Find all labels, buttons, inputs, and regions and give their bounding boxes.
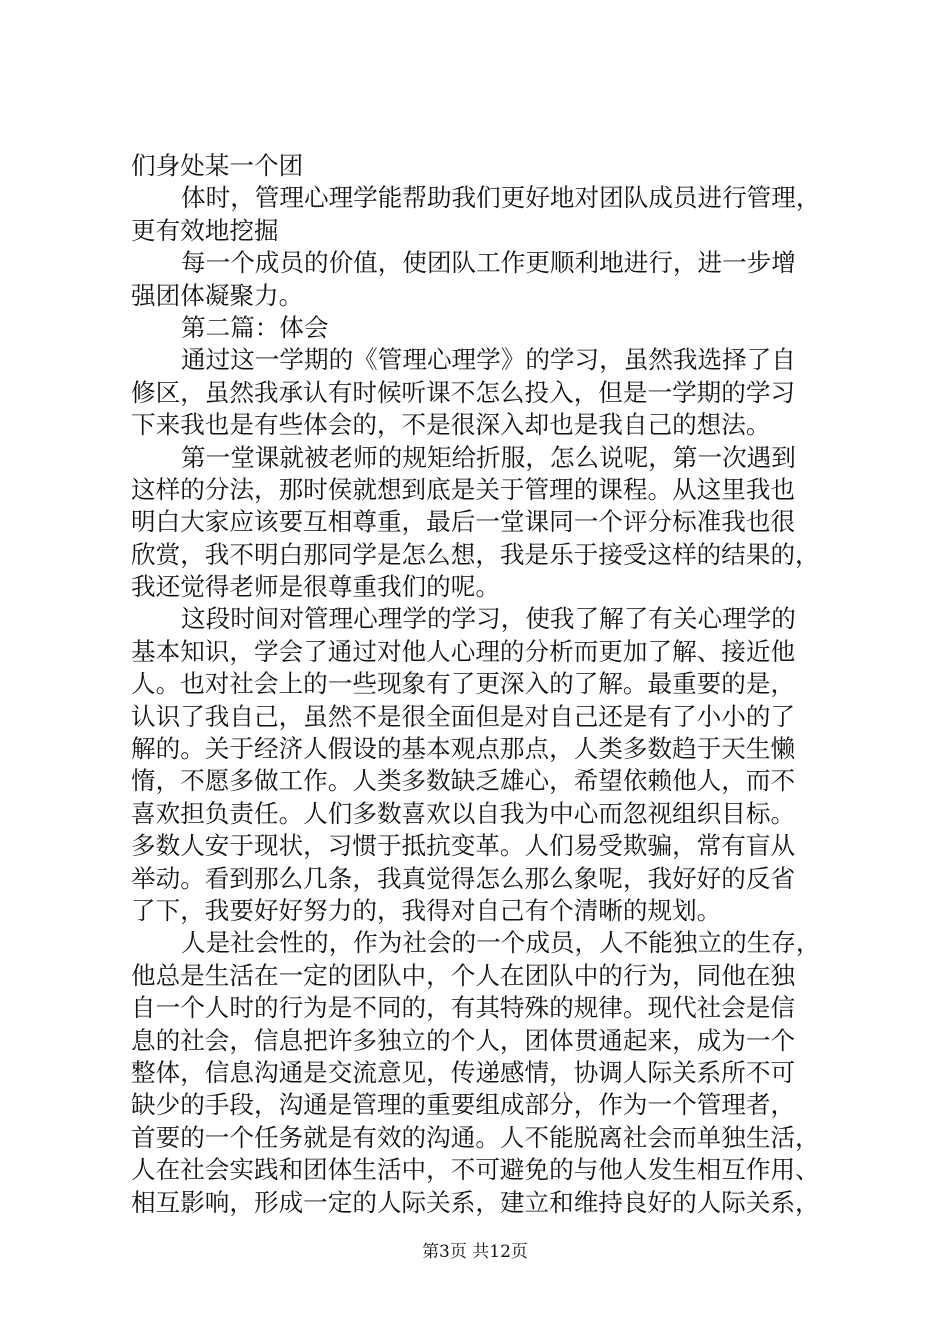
text-line: 修区，虽然我承认有时候听课不怎么投入，但是一学期的学习 bbox=[131, 377, 796, 407]
text-line: 相互影响，形成一定的人际关系，建立和维持良好的人际关系， bbox=[131, 1187, 820, 1217]
text-line: 欣赏，我不明白那同学是怎么想，我是乐于接受这样的结果的， bbox=[131, 539, 820, 569]
text-line: 强团体凝聚力。 bbox=[131, 280, 304, 310]
text-line: 缺少的手段，沟通是管理的重要组成部分，作为一个管理者， bbox=[131, 1090, 796, 1120]
text-line: 这样的分法，那时侯就想到底是关于管理的课程。从这里我也 bbox=[131, 474, 796, 504]
text-line: 认识了我自己，虽然不是很全面但是对自己还是有了小小的了 bbox=[131, 701, 796, 731]
text-line: 第一堂课就被老师的规矩给折服，怎么说呢，第一次遇到 bbox=[181, 442, 796, 472]
text-line: 他总是生活在一定的团队中，个人在团队中的行为，同他在独 bbox=[131, 960, 796, 990]
text-line: 明白大家应该要互相尊重，最后一堂课同一个评分标准我也很 bbox=[131, 507, 796, 537]
text-line: 解的。关于经济人假设的基本观点那点，人类多数趋于天生懒 bbox=[131, 734, 796, 764]
text-line: 基本知识，学会了通过对他人心理的分析而更加了解、接近他 bbox=[131, 636, 796, 666]
text-line: 人。也对社会上的一些现象有了更深入的了解。最重要的是， bbox=[131, 669, 796, 699]
text-line: 多数人安于现状，习惯于抵抗变革。人们易受欺骗，常有盲从 bbox=[131, 831, 796, 861]
text-line: 下来我也是有些体会的，不是很深入却也是我自己的想法。 bbox=[131, 410, 771, 440]
document-body bbox=[131, 150, 831, 1219]
text-line: 更有效地挖掘 bbox=[131, 215, 279, 245]
section-heading: 第二篇：体会 bbox=[181, 312, 329, 342]
text-line: 人是社会性的，作为社会的一个成员，人不能独立的生存， bbox=[181, 928, 821, 958]
text-line: 人在社会实践和团体生活中，不可避免的与他人发生相互作用、 bbox=[131, 1155, 820, 1185]
text-line: 们身处某一个团 bbox=[131, 151, 304, 180]
text-line: 通过这一学期的《管理心理学》的学习，虽然我选择了自 bbox=[181, 345, 796, 375]
text-line: 举动。看到那么几条，我真觉得怎么那么象呢，我好好的反省 bbox=[131, 863, 796, 893]
text-line: 这段时间对管理心理学的学习，使我了解了有关心理学的 bbox=[181, 604, 796, 634]
text-line: 自一个人时的行为是不同的，有其特殊的规律。现代社会是信 bbox=[131, 993, 796, 1023]
page-footer: 第3页 共12页 bbox=[422, 1242, 528, 1262]
text-line: 整体，信息沟通是交流意见，传递感情，协调人际关系所不可 bbox=[131, 1057, 796, 1087]
text-line: 每一个成员的价值，使团队工作更顺利地进行，进一步增 bbox=[181, 248, 796, 278]
text-line: 体时，管理心理学能帮助我们更好地对团队成员进行管理， bbox=[181, 183, 821, 213]
text-line: 了下，我要好好努力的，我得对自己有个清晰的规划。 bbox=[131, 895, 722, 925]
text-line: 惰，不愿多做工作。人类多数缺乏雄心，希望依赖他人，而不 bbox=[131, 766, 796, 796]
text-line: 息的社会，信息把许多独立的个人，团体贯通起来，成为一个 bbox=[131, 1025, 796, 1055]
text-line: 首要的一个任务就是有效的沟通。人不能脱离社会而单独生活， bbox=[131, 1122, 820, 1152]
text-line: 我还觉得老师是很尊重我们的呢。 bbox=[131, 572, 500, 602]
text-line: 喜欢担负责任。人们多数喜欢以自我为中心而忽视组织目标。 bbox=[131, 798, 796, 828]
